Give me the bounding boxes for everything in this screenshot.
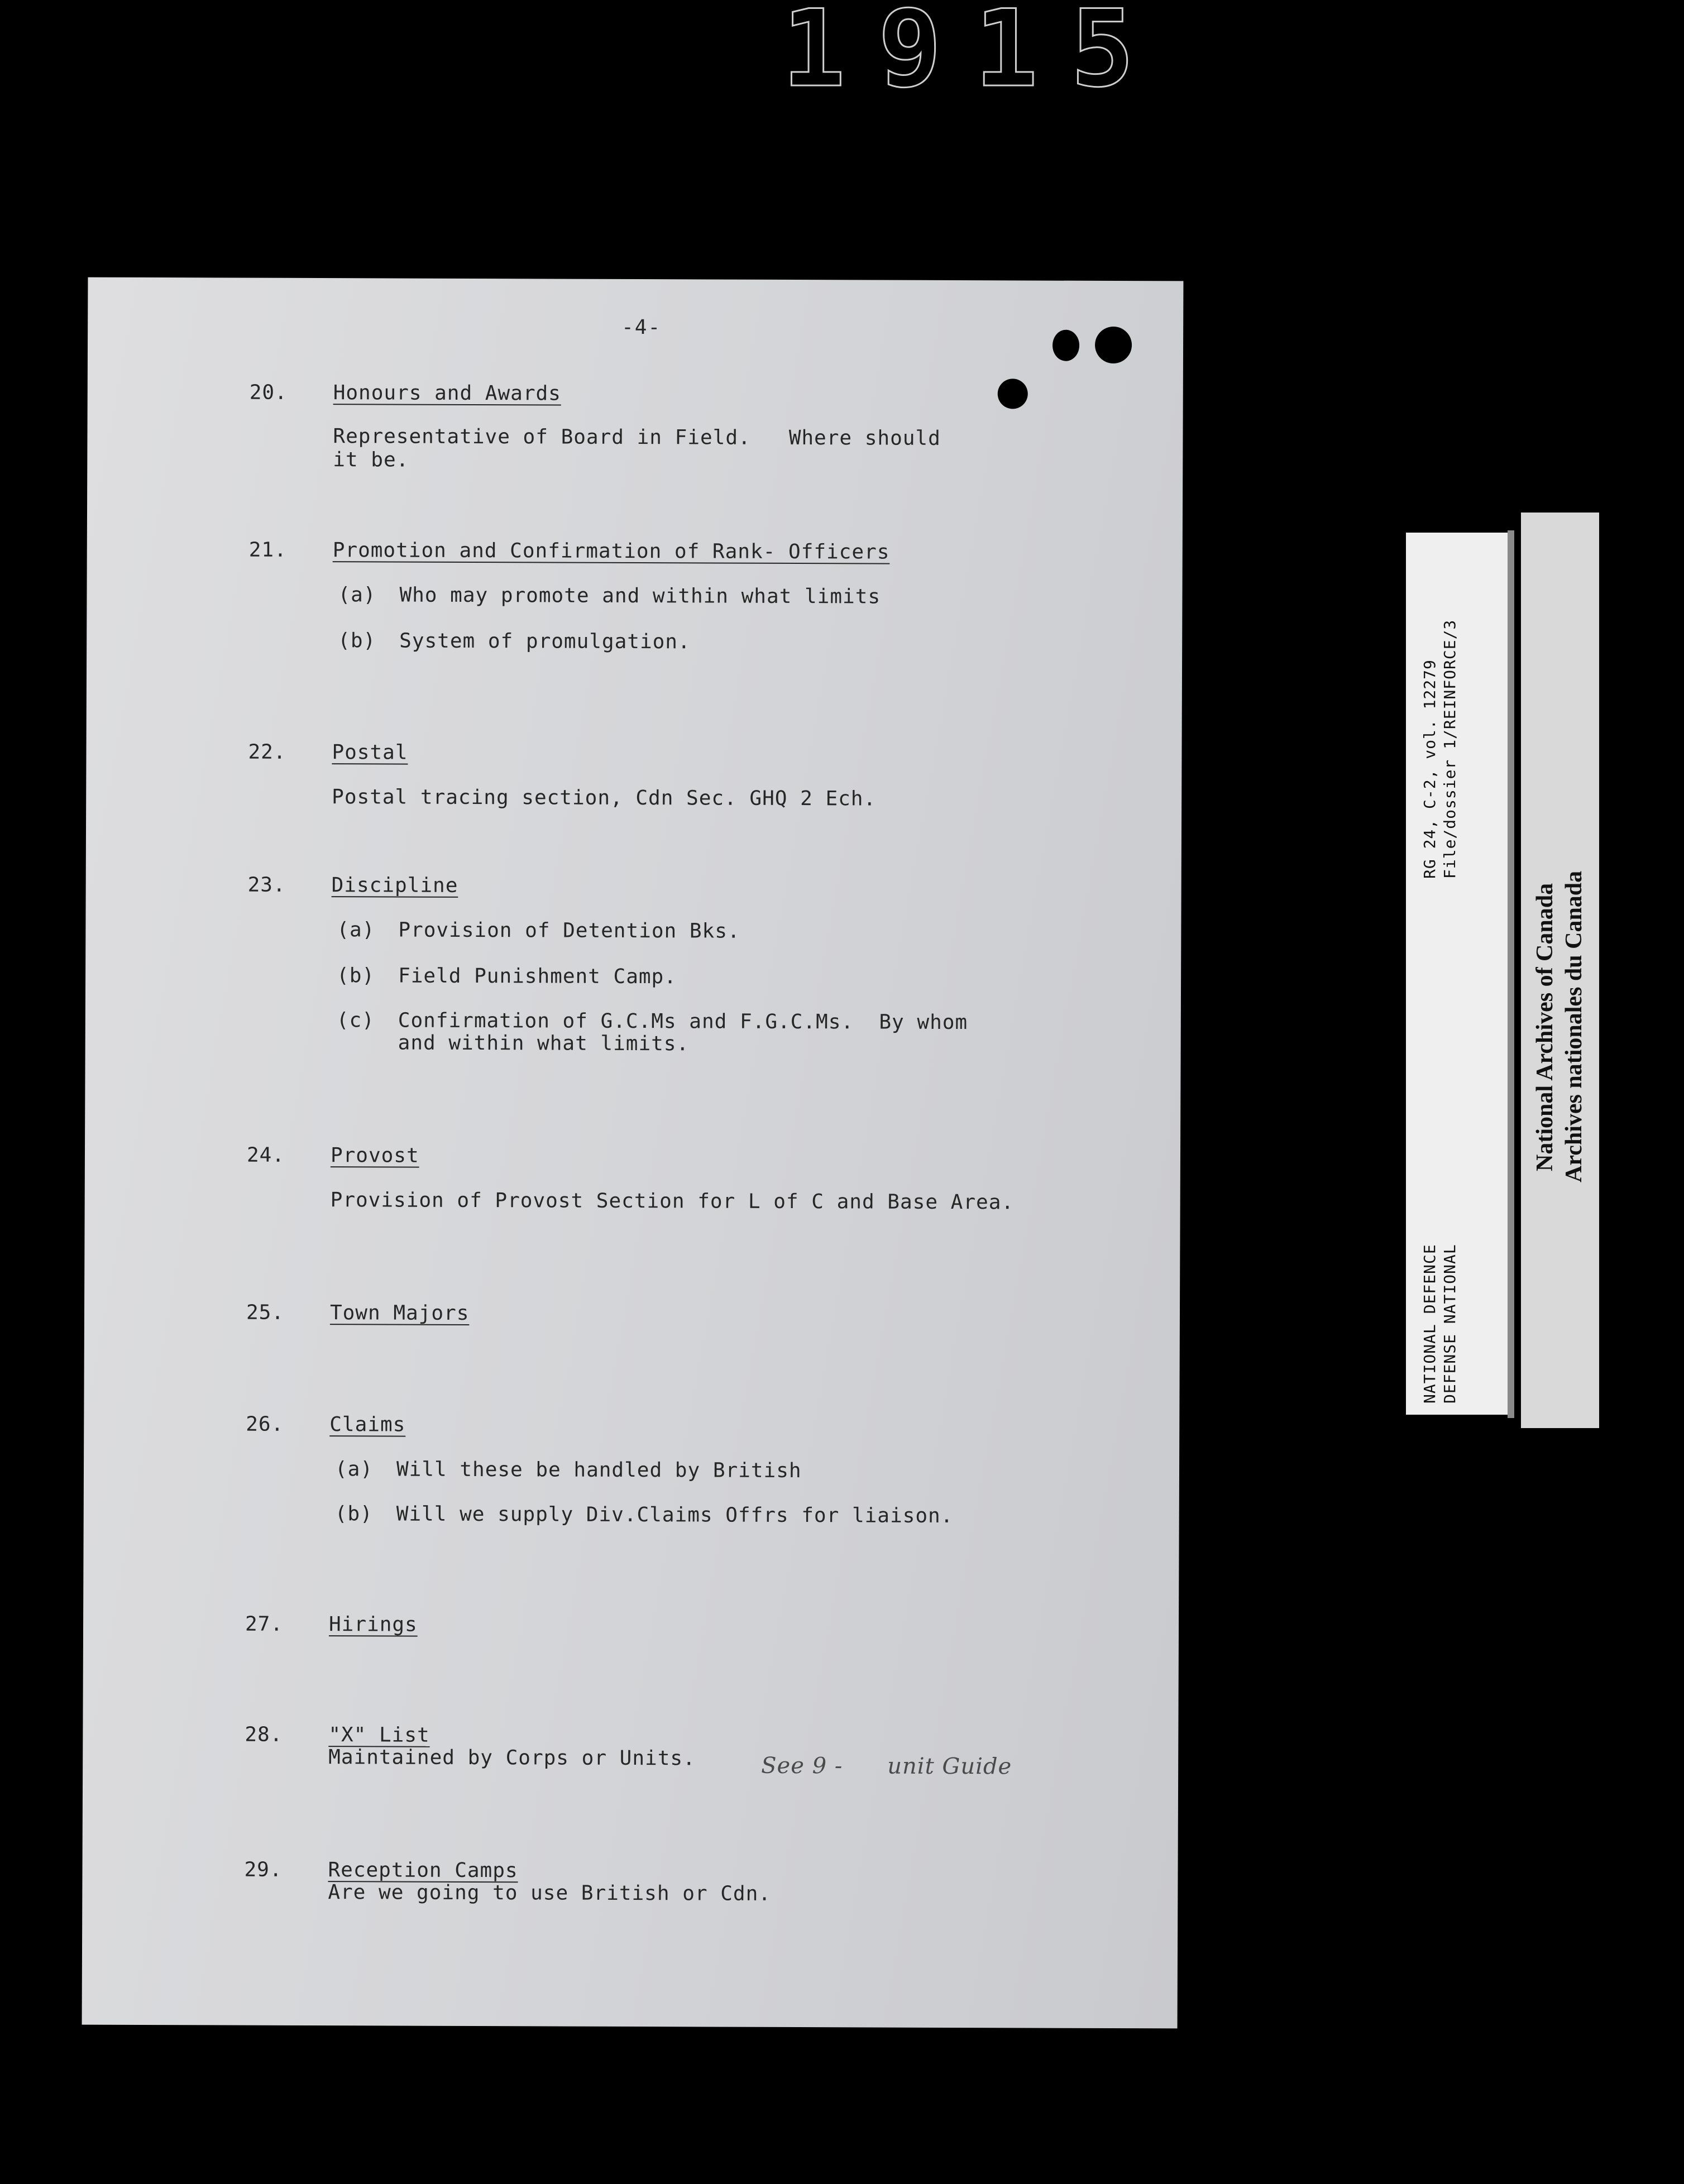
item-number: 21. — [248, 538, 287, 562]
agenda-item-26 — [84, 1412, 1179, 1528]
punch-hole — [1052, 330, 1079, 361]
item-heading: Reception Camps — [328, 1859, 518, 1883]
agenda-item-27 — [83, 1612, 1179, 1636]
agenda-item-29 — [83, 1857, 1178, 1905]
sub-item-text: Field Punishment Camp. — [398, 964, 677, 989]
department-line: DEFENSE NATIONAL — [1441, 1244, 1459, 1404]
sub-item-label: (a) — [337, 918, 375, 942]
label-shadow — [1508, 530, 1514, 1418]
item-number: 24. — [246, 1143, 285, 1167]
sub-item-text: Who may promote and within what limits — [399, 583, 881, 609]
item-text: Are we going to use British or Cdn. — [328, 1881, 772, 1905]
reference-line: File/dossier 1/REINFORCE/3 — [1441, 619, 1459, 879]
item-heading: Promotion and Confirmation of Rank- Officers — [332, 539, 890, 564]
sub-item-label: (a) — [338, 583, 376, 607]
agenda-item-28 — [83, 1722, 1178, 1780]
item-heading: Discipline — [331, 874, 458, 897]
item-heading: "X" List — [328, 1723, 430, 1747]
agenda-item-24 — [85, 1143, 1180, 1214]
agenda-item-25 — [84, 1300, 1180, 1325]
item-text: it be. — [333, 448, 409, 472]
sub-item-text: Will we supply Div.Claims Offrs for liaison. — [396, 1502, 954, 1528]
sub-item-text: System of promulgation. — [399, 629, 691, 654]
item-text: Provision of Provost Section for L of C and Base Area. — [330, 1189, 1015, 1214]
agenda-item-21 — [87, 538, 1183, 654]
item-number: 29. — [244, 1858, 283, 1881]
item-number: 22. — [248, 740, 286, 764]
sub-item-label: (b) — [338, 629, 376, 653]
item-text: Representative of Board in Field. Where should — [333, 425, 941, 450]
sub-item-label: (b) — [334, 1502, 373, 1526]
sub-item-label: (b) — [337, 964, 375, 988]
agenda-item-22 — [87, 740, 1182, 811]
agenda-item-23 — [86, 873, 1181, 1056]
sub-item-label: (a) — [334, 1458, 374, 1481]
national-archives-label — [1521, 513, 1599, 1428]
department-line: NATIONAL DEFENCE — [1420, 1244, 1439, 1404]
handwritten-annotation — [761, 1754, 1012, 1779]
item-number: 23. — [247, 873, 286, 897]
archive-reference-label — [1406, 533, 1508, 1415]
item-text: Maintained by Corps or Units. — [328, 1746, 696, 1770]
item-heading: Provost — [330, 1144, 419, 1167]
handwritten-note: unit Guide — [887, 1753, 1012, 1780]
page-number: -4- — [621, 315, 662, 339]
item-heading: Hirings — [328, 1613, 418, 1636]
item-number: 20. — [249, 381, 288, 404]
item-number: 26. — [246, 1412, 284, 1436]
film-frame-number: 1915 — [782, 0, 1167, 111]
punch-hole — [1095, 327, 1132, 363]
item-number: 28. — [245, 1723, 283, 1746]
item-number: 27. — [245, 1612, 284, 1636]
sub-item-text: Confirmation of G.C.Ms and F.G.C.Ms. By whom — [398, 1009, 968, 1034]
archives-name-fr: Archives nationales du Canada — [1561, 870, 1587, 1182]
item-heading: Claims — [329, 1413, 406, 1436]
sub-item-text: Will these be handled by British — [396, 1458, 802, 1483]
handwritten-note: See 9 - — [761, 1752, 843, 1779]
reference-line: RG 24, C-2, vol. 12279 — [1420, 659, 1439, 879]
sub-item-text: Provision of Detention Bks. — [398, 918, 740, 943]
item-number: 25. — [246, 1301, 285, 1324]
archives-name-en: National Archives of Canada — [1532, 883, 1558, 1171]
punch-hole — [998, 379, 1028, 409]
item-heading: Postal — [332, 741, 408, 764]
sub-item-label: (c) — [336, 1009, 375, 1032]
document-page — [82, 277, 1184, 2029]
item-heading: Town Majors — [329, 1301, 470, 1325]
item-text: Postal tracing section, Cdn Sec. GHQ 2 Ech. — [332, 786, 877, 811]
sub-item-text: and within what limits. — [398, 1031, 690, 1056]
item-heading: Honours and Awards — [333, 381, 561, 405]
